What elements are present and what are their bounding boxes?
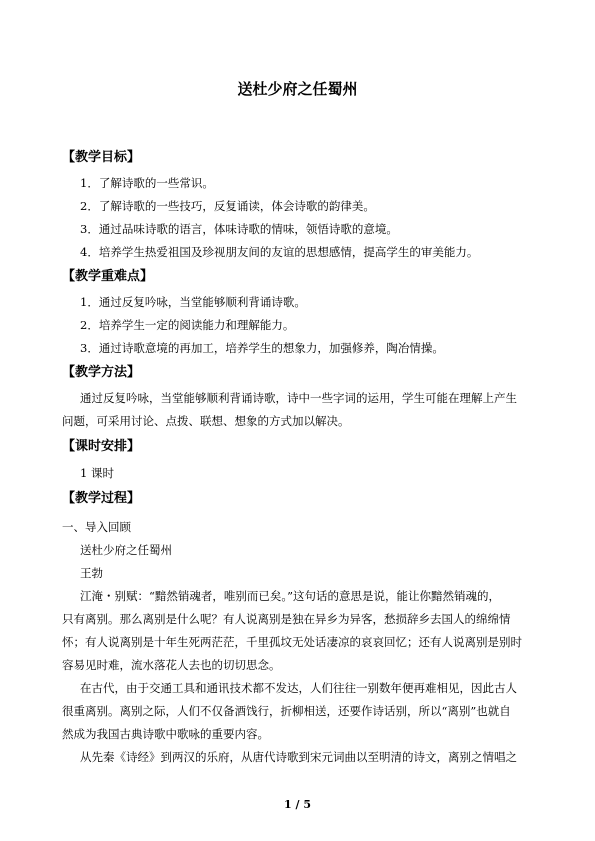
page-number: 1 / 5 [284,798,311,811]
schedule-text: 1 课时 [80,466,114,480]
key-point-item: 3．通过诗歌意境的再加工，培养学生的想象力，加强修养，陶冶情操。 [80,341,444,355]
document-title: 送杜少府之任蜀州 [237,80,358,98]
objective-item: 1．了解诗歌的一些常识。 [80,176,214,190]
body-paragraph-line: 很重离别。离别之际，人们不仅备酒饯行，折柳相送，还要作诗话别，所以“离别”也就自 [62,704,511,718]
objective-item: 2．了解诗歌的一些技巧，反复诵读，体会诗歌的韵律美。 [80,199,375,213]
body-paragraph-line: 容易见时难，流水落花人去也的切切思念。 [62,658,281,672]
body-paragraph-line: 从先秦《诗经》到两汉的乐府，从唐代诗歌到宋元词曲以至明清的诗文，离别之情唱之 [80,750,517,764]
section-heading-process: 【教学过程】 [62,491,141,506]
poem-title: 送杜少府之任蜀州 [80,543,172,557]
body-paragraph-line: 只有离别。那么离别是什么呢？有人说离别是独在异乡为异客，愁损辞乡去国人的绵绵情 [62,612,511,626]
methods-text: 通过反复吟咏，当堂能够顺利背诵诗歌，诗中一些字词的运用，学生可能在理解上产生 [80,391,517,405]
section-heading-schedule: 【课时安排】 [62,439,141,454]
section-heading-methods: 【教学方法】 [62,365,141,380]
section-heading-key-points: 【教学重难点】 [62,269,154,284]
body-paragraph-line: 在古代，由于交通工具和通讯技术都不发达，人们往往一别数年便再难相见，因此古人 [80,681,517,695]
process-step: 一、导入回顾 [62,520,131,534]
body-paragraph-line: 怀；有人说离别是十年生死两茫茫，千里孤坟无处话凄凉的哀哀回忆；还有人说离别是别时 [62,635,522,649]
objective-item: 4．培养学生热爱祖国及珍视朋友间的友谊的思想感情，提高学生的审美能力。 [80,245,479,259]
objective-item: 3．通过品味诗歌的语言，体味诗歌的情味，领悟诗歌的意境。 [80,222,398,236]
key-point-item: 2．培养学生一定的阅读能力和理解能力。 [80,318,295,332]
section-heading-objectives: 【教学目标】 [62,150,141,165]
body-paragraph-line: 然成为我国古典诗歌中歌咏的重要内容。 [62,727,269,741]
methods-text: 问题，可采用讨论、点拨、联想、想象的方式加以解决。 [62,414,350,428]
key-point-item: 1．通过反复吟咏，当堂能够顺利背诵诗歌。 [80,295,306,309]
poem-author: 王勃 [80,566,103,580]
body-paragraph-line: 江淹・别赋：“黯然销魂者，唯别而已矣。”这句话的意思是说，能让你黯然销魂的， [80,589,501,603]
